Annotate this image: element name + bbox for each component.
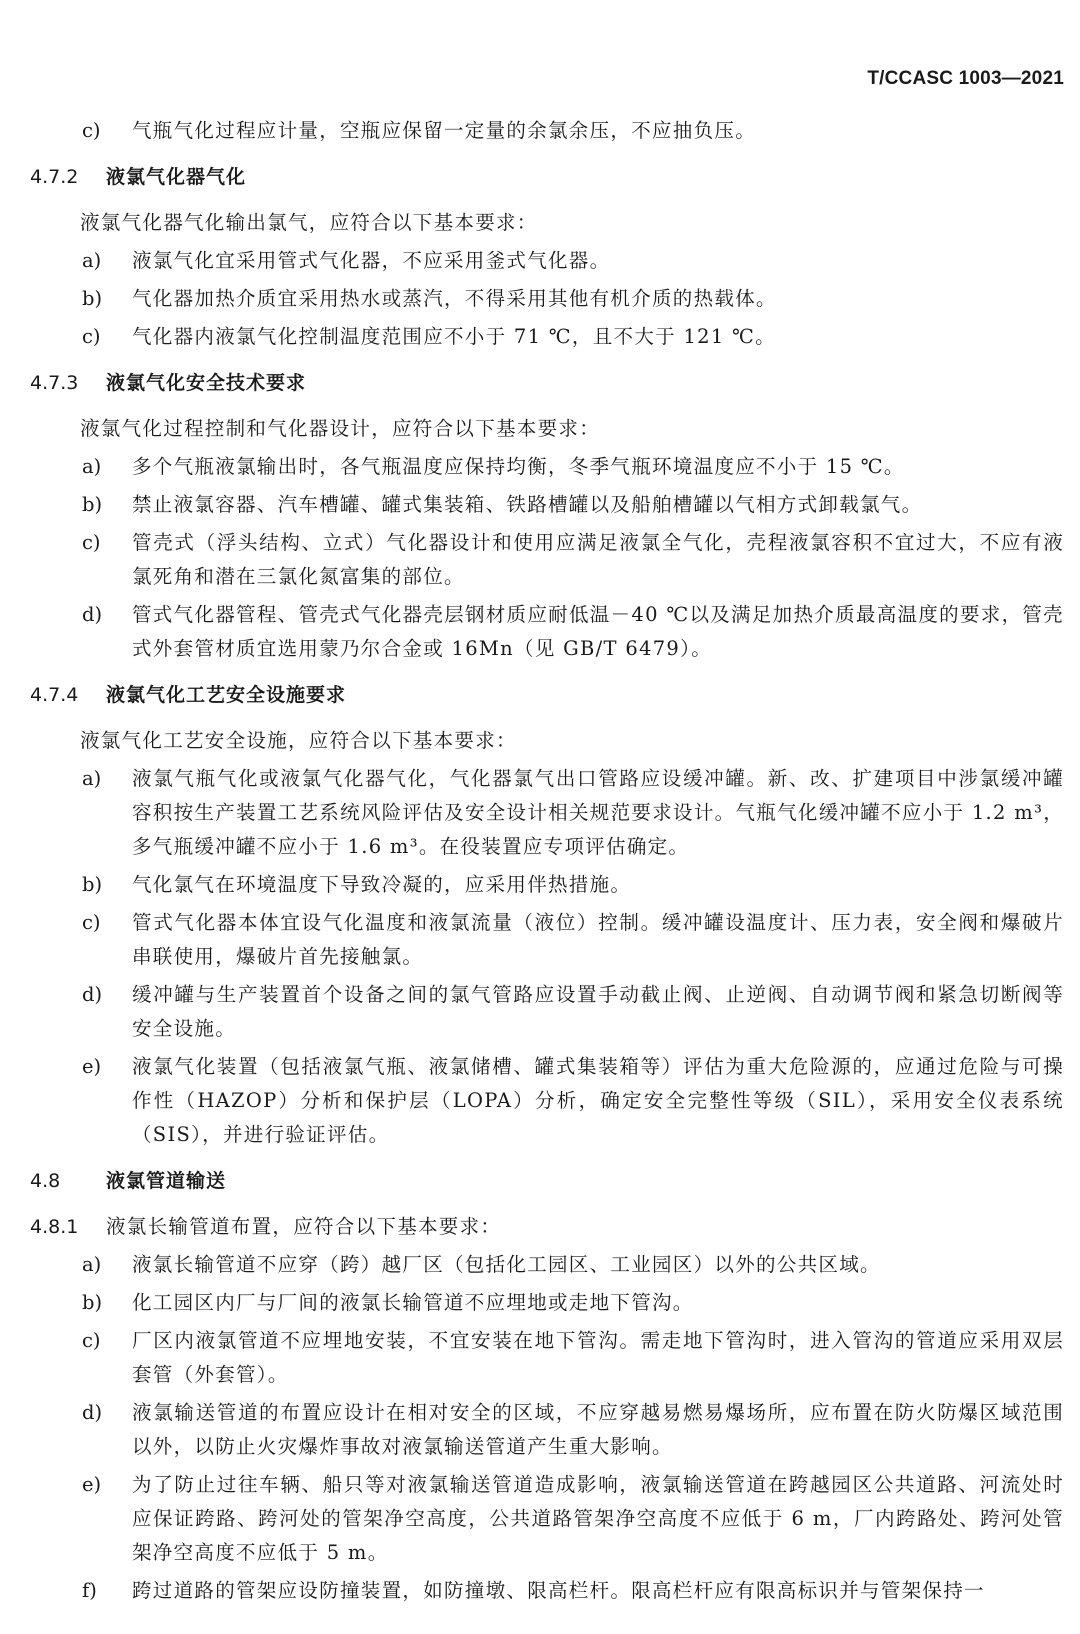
list-item-label: e) <box>82 1055 102 1078</box>
s474-list <box>30 762 1064 1152</box>
list-item <box>30 598 1064 666</box>
list-item-text: 气化器内液氯气化控制温度范围应不小于 71 ℃，且不大于 121 ℃。 <box>132 325 776 348</box>
list-item-text: 气化器加热介质宜采用热水或蒸汽，不得采用其他有机介质的热载体。 <box>132 287 777 310</box>
list-item <box>30 1248 1064 1282</box>
section-heading-4-8-1 <box>30 1210 1064 1244</box>
list-item-text: 管式气化器本体宜设气化温度和液氯流量（液位）控制。缓冲罐设温度计、压力表，安全阀和爆破片串联使用，爆破片首先接触氯。 <box>132 911 1064 968</box>
list-item-text: 多个气瓶液氯输出时，各气瓶温度应保持均衡，冬季气瓶环境温度应不小于 15 ℃。 <box>132 455 905 478</box>
list-item <box>30 1050 1064 1152</box>
document-id: T/CCASC 1003—2021 <box>867 68 1064 89</box>
document-body <box>30 114 1064 1612</box>
list-item-label: b) <box>82 287 103 310</box>
list-item-text: 液氯长输管道不应穿（跨）越厂区（包括化工园区、工业园区）以外的公共区域。 <box>132 1253 881 1276</box>
section-number: 4.8.1 <box>30 1216 79 1238</box>
section-intro: 液氯气化器气化输出氯气，应符合以下基本要求： <box>80 211 538 234</box>
list-item <box>30 320 1064 354</box>
list-item-text: 管壳式（浮头结构、立式）气化器设计和使用应满足液氯全气化，壳程液氯容积不宜过大，不应有液氯死角和潜在三氯化氮富集的部位。 <box>132 531 1064 588</box>
section-number: 4.7.3 <box>30 372 79 394</box>
list-item <box>30 488 1064 522</box>
list-item-label: e) <box>82 1473 102 1496</box>
list-item-label: d) <box>82 603 103 626</box>
list-item <box>30 762 1064 864</box>
list-item <box>30 1574 1064 1608</box>
s473-list <box>30 450 1064 666</box>
list-item-text: 管式气化器管程、管壳式气化器壳层钢材质应耐低温－40 ℃以及满足加热介质最高温度的要求，管壳式外套管材质宜选用蒙乃尔合金或 16Mn（见 GB/T 6479）。 <box>132 603 1064 660</box>
section-title: 液氯气化安全技术要求 <box>106 372 307 394</box>
list-item-label: a) <box>82 249 102 272</box>
section-number: 4.7.2 <box>30 166 79 188</box>
list-item-text: 为了防止过往车辆、船只等对液氯输送管道造成影响，液氯输送管道在跨越园区公共道路、河流处时应保证跨路、跨河处的管架净空高度，公共道路管架净空高度不应低于 6 m，厂内跨路处、跨河处管架净空高度不应低于 5 m。 <box>132 1473 1064 1564</box>
list-item <box>30 1286 1064 1320</box>
s472-list <box>30 244 1064 354</box>
list-item-label: d) <box>82 1401 103 1424</box>
list-item-text: 化工园区内厂与厂间的液氯长输管道不应埋地或走地下管沟。 <box>132 1291 694 1314</box>
section-heading-4-8 <box>30 1166 1064 1196</box>
prev-list <box>30 114 1064 148</box>
list-item <box>30 868 1064 902</box>
section-title: 液氯管道输送 <box>106 1170 227 1192</box>
list-item-text: 气化氯气在环境温度下导致冷凝的，应采用伴热措施。 <box>132 873 632 896</box>
section-heading-4-7-4 <box>30 680 1064 710</box>
section-intro: 液氯气化过程控制和气化器设计，应符合以下基本要求： <box>80 417 601 440</box>
list-item <box>30 526 1064 594</box>
list-item <box>30 282 1064 316</box>
list-item <box>30 906 1064 974</box>
list-item <box>30 1324 1064 1392</box>
list-item-label: a) <box>82 1253 102 1276</box>
list-item-text: 液氯气化宜采用管式气化器，不应采用釜式气化器。 <box>132 249 611 272</box>
section-title: 液氯长输管道布置，应符合以下基本要求： <box>106 1215 502 1238</box>
list-item-label: a) <box>82 767 102 790</box>
list-item-label: c) <box>82 911 101 934</box>
list-item-text: 液氯输送管道的布置应设计在相对安全的区域，不应穿越易燃易爆场所，应布置在防火防爆区域范围以外，以防止火灾爆炸事故对液氯输送管道产生重大影响。 <box>132 1401 1064 1458</box>
list-item-label: b) <box>82 493 103 516</box>
list-item-label: a) <box>82 455 102 478</box>
section-title: 液氯气化工艺安全设施要求 <box>106 684 347 706</box>
list-item-text: 跨过道路的管架应设防撞装置，如防撞墩、限高栏杆。限高栏杆应有限高标识并与管架保持一 <box>132 1579 985 1602</box>
list-item-text: 缓冲罐与生产装置首个设备之间的氯气管路应设置手动截止阀、止逆阀、自动调节阀和紧急切断阀等安全设施。 <box>132 983 1064 1040</box>
list-item-label: c) <box>82 531 101 554</box>
list-item-label: b) <box>82 1291 103 1314</box>
list-item <box>30 114 1064 148</box>
list-item-label: c) <box>82 119 101 142</box>
list-item-label: f) <box>82 1579 97 1602</box>
list-item-label: d) <box>82 983 103 1006</box>
list-item-label: b) <box>82 873 103 896</box>
section-number: 4.7.4 <box>30 684 79 706</box>
list-item-text: 厂区内液氯管道不应埋地安装，不宜安装在地下管沟。需走地下管沟时，进入管沟的管道应采用双层套管（外套管）。 <box>132 1329 1064 1386</box>
section-intro: 液氯气化工艺安全设施，应符合以下基本要求： <box>80 729 517 752</box>
section-heading-4-7-2 <box>30 162 1064 192</box>
list-item <box>30 244 1064 278</box>
section-heading-4-7-3 <box>30 368 1064 398</box>
list-item <box>30 978 1064 1046</box>
list-item-text: 气瓶气化过程应计量，空瓶应保留一定量的余氯余压，不应抽负压。 <box>132 119 757 142</box>
list-item-text: 禁止液氯容器、汽车槽罐、罐式集装箱、铁路槽罐以及船舶槽罐以气相方式卸载氯气。 <box>132 493 923 516</box>
list-item <box>30 450 1064 484</box>
list-item-label: c) <box>82 1329 101 1352</box>
section-title: 液氯气化器气化 <box>106 166 247 188</box>
list-item <box>30 1396 1064 1464</box>
list-item <box>30 1468 1064 1570</box>
section-number: 4.8 <box>30 1170 61 1192</box>
list-item-label: c) <box>82 325 101 348</box>
s481-list <box>30 1248 1064 1608</box>
list-item-text: 液氯气瓶气化或液氯气化器气化，气化器氯气出口管路应设缓冲罐。新、改、扩建项目中涉氯缓冲罐容积按生产装置工艺系统风险评估及安全设计相关规范要求设计。气瓶气化缓冲罐不应小于 1.2 m³，多气瓶缓冲罐不应小于 1.6 m³。在役装置应专项评估确定。 <box>132 767 1064 858</box>
list-item-text: 液氯气化装置（包括液氯气瓶、液氯储槽、罐式集装箱等）评估为重大危险源的，应通过危险与可操作性（HAZOP）分析和保护层（LOPA）分析，确定安全完整性等级（SIL），采用安全仪表系统（SIS），并进行验证评估。 <box>132 1055 1064 1146</box>
